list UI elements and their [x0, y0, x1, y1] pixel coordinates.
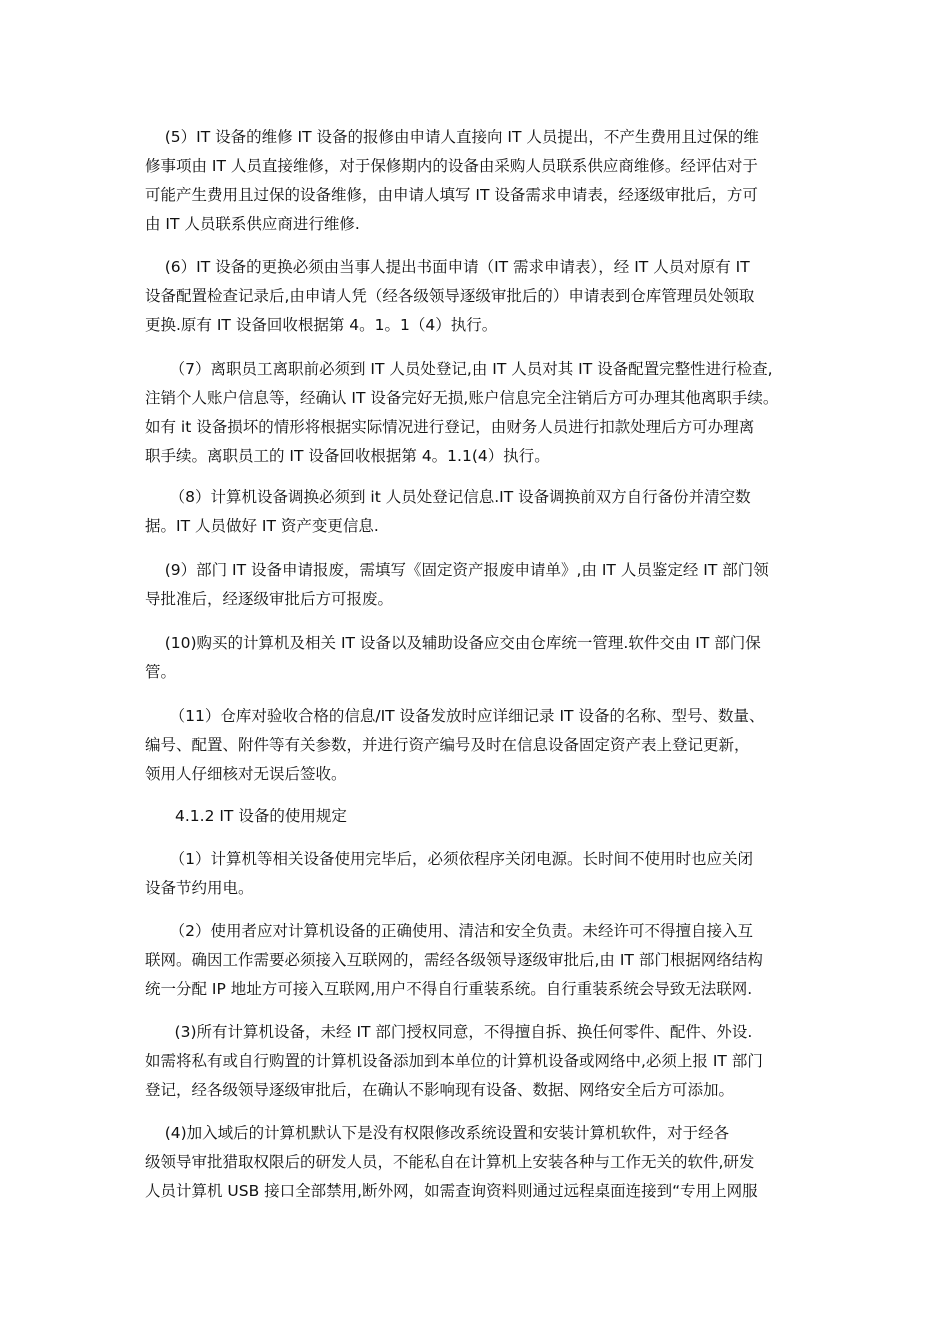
text-line: 人员计算机 USB 接口全部禁用,断外网，如需查询资料则通过远程桌面连接到“专用上网服 — [145, 1182, 758, 1200]
paragraph-domain-permissions — [145, 1119, 820, 1206]
text-line: 据。IT 人员做好 IT 资产变更信息. — [145, 517, 379, 535]
text-line: 如需将私有或自行购置的计算机设备添加到本单位的计算机设备或网络中,必须上报 IT 部门 — [145, 1052, 763, 1070]
section-heading: 4.1.2 IT 设备的使用规定 — [175, 807, 347, 825]
text-line: （8）计算机设备调换必须到 it 人员处登记信息.IT 设备调换前双方自行备份并清空数 — [145, 488, 751, 506]
paragraph-power-off — [145, 845, 820, 903]
text-line: 登记，经各级领导逐级审批后，在确认不影响现有设备、数据、网络安全后方可添加。 — [145, 1081, 735, 1099]
text-line: 领用人仔细核对无误后签收。 — [145, 765, 347, 783]
paragraph-internet-access — [145, 917, 820, 1004]
text-line: 可能产生费用且过保的设备维修，由申请人填写 IT 设备需求申请表，经逐级审批后，方可 — [145, 186, 758, 204]
text-line: 导批准后，经逐级审批后方可报废。 — [145, 590, 394, 608]
text-line: (4)加入域后的计算机默认下是没有权限修改系统设置和安装计算机软件，对于经各 — [145, 1124, 730, 1142]
paragraph-resignation — [145, 355, 820, 471]
text-line: 编号、配置、附件等有关参数，并进行资产编号及时在信息设备固定资产表上登记更新， — [145, 736, 750, 754]
text-line: (5）IT 设备的维修 IT 设备的报修由申请人直接向 IT 人员提出，不产生费用且过保的维 — [145, 128, 759, 146]
text-line: （7）离职员工离职前必须到 IT 人员处登记,由 IT 人员对其 IT 设备配置完整性进行检查, — [145, 360, 773, 378]
text-line: 设备节约用电。 — [145, 879, 254, 897]
text-line: (10)购买的计算机及相关 IT 设备以及辅助设备应交由仓库统一管理.软件交由 IT 部门保 — [145, 634, 761, 652]
text-line: 统一分配 IP 地址方可接入互联网,用户不得自行重装系统。自行重装系统会导致无法联网. — [145, 980, 753, 998]
text-line: (6）IT 设备的更换必须由当事人提出书面申请（IT 需求申请表），经 IT 人员对原有 IT — [145, 258, 750, 276]
text-line: 更换.原有 IT 设备回收根据第 4。1。1（4）执行。 — [145, 316, 498, 334]
text-line: (3)所有计算机设备，未经 IT 部门授权同意，不得擅自拆、换任何零件、配件、外设. — [145, 1023, 753, 1041]
text-line: 由 IT 人员联系供应商进行维修. — [145, 215, 360, 233]
text-line: （1）计算机等相关设备使用完毕后，必须依程序关闭电源。长时间不使用时也应关闭 — [145, 850, 753, 868]
text-line: （11）仓库对验收合格的信息/IT 设备发放时应详细记录 IT 设备的名称、型号、数量、 — [145, 707, 765, 725]
text-line: 修事项由 IT 人员直接维修，对于保修期内的设备由采购人员联系供应商维修。经评估对于 — [145, 157, 758, 175]
text-line: 级领导审批猎取权限后的研发人员，不能私自在计算机上安装各种与工作无关的软件,研发 — [145, 1153, 755, 1171]
text-line: 注销个人账户信息等，经确认 IT 设备完好无损,账户信息完全注销后方可办理其他离职手续。 — [145, 389, 779, 407]
text-line: 管。 — [145, 663, 177, 681]
paragraph-device-swap — [145, 483, 820, 541]
text-line: 联网。确因工作需要必须接入互联网的，需经各级领导逐级审批后,由 IT 部门根据网络结构 — [145, 951, 763, 969]
text-line: 职手续。离职员工的 IT 设备回收根据第 4。1.1(4）执行。 — [145, 447, 550, 465]
paragraph-warehouse-issue — [145, 702, 820, 789]
text-line: (9）部门 IT 设备申请报废，需填写《固定资产报废申请单》,由 IT 人员鉴定经 IT 部门领 — [145, 561, 769, 579]
text-line: （2）使用者应对计算机设备的正确使用、清洁和安全负责。未经许可不得擅自接入互 — [145, 922, 753, 940]
paragraph-it-replacement — [145, 253, 820, 340]
paragraph-hardware-changes — [145, 1018, 820, 1105]
text-line: 设备配置检查记录后,由申请人凭（经各级领导逐级审批后的）申请表到仓库管理员处领取 — [145, 287, 755, 305]
paragraph-scrapping — [145, 556, 820, 614]
text-line: 如有 it 设备损坏的情形将根据实际情况进行登记，由财务人员进行扣款处理后方可办理离 — [145, 418, 755, 436]
paragraph-it-repair — [145, 123, 820, 239]
paragraph-purchase-management — [145, 629, 820, 687]
